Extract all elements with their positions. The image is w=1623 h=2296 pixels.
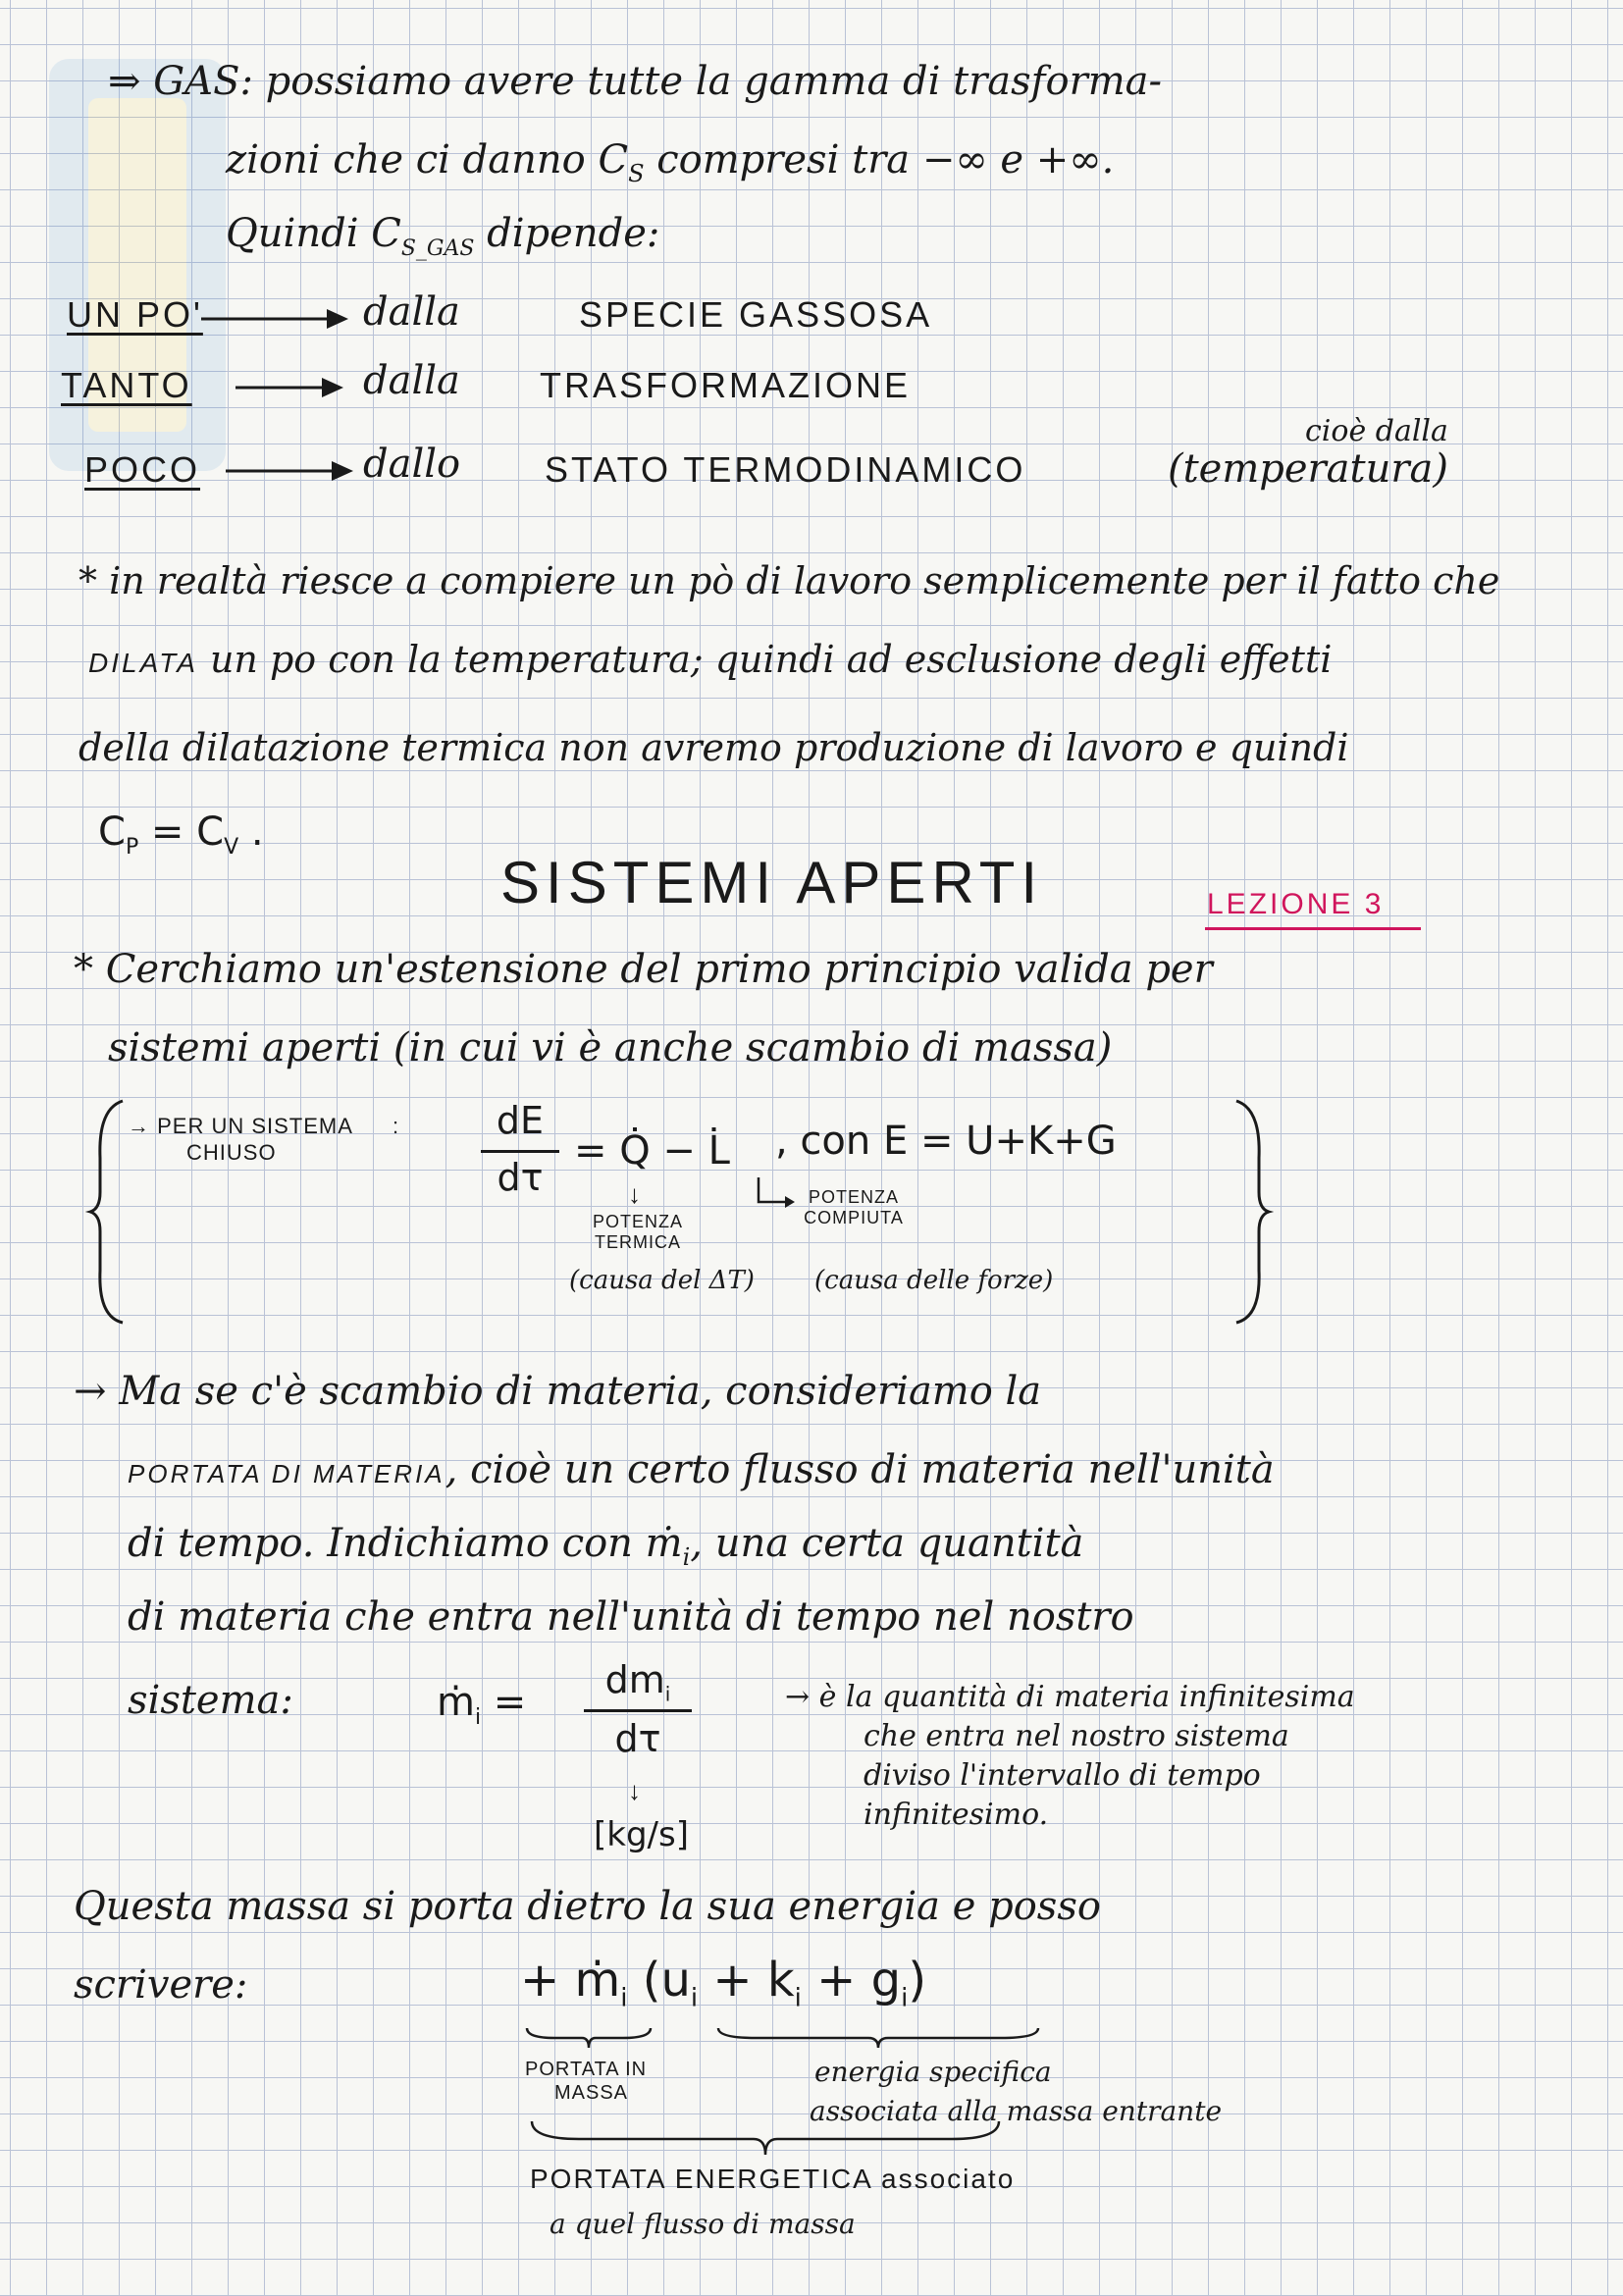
mi-units: [kg/s]	[594, 1815, 689, 1854]
mi-explain-1: → è la quantità di materia infinitesima	[785, 1680, 1355, 1714]
massflow-line-5: sistema:	[128, 1678, 293, 1723]
underbrace-mi	[525, 2026, 653, 2051]
footnote-line-3: della dilatazione termica non avremo produzione di lavoro e quindi	[79, 726, 1349, 769]
gas-line-3: Quindi $C_{S\_GAS}$ dipende:	[226, 211, 660, 261]
lesson-label: LEZIONE 3	[1207, 888, 1385, 920]
closed-label-2: CHIUSO	[186, 1140, 277, 1165]
energy-line-1: Questa massa si porta dietro la sua energia e posso	[74, 1884, 1101, 1929]
energia-label-1: energia specifica	[814, 2056, 1052, 2088]
footnote-line-2: DILATA un po con la temperatura; quindi ad esclusione degli effetti	[88, 638, 1333, 681]
mi-explain-4: infinitesimo.	[864, 1798, 1049, 1832]
portata-energetica-2: a quel flusso di massa	[550, 2208, 856, 2240]
row-value-tanto: TRASFORMAZIONE	[540, 365, 912, 405]
left-brace	[88, 1099, 128, 1325]
portata-in-massa-2: MASSA	[554, 2082, 629, 2104]
massflow-line-3: di tempo. Indichiamo con ṁ$_i$, una certa quantità	[128, 1521, 1084, 1571]
potenza-termica-label: POTENZA TERMICA	[592, 1212, 683, 1252]
gas-line-2: zioni che ci danno $C_S$ compresi tra −∞ e +∞.	[226, 137, 1115, 187]
energy-line-2: scrivere:	[74, 1962, 248, 2008]
closed-label-1: → PER UN SISTEMA	[128, 1114, 353, 1138]
row-label-tanto: TANTO	[61, 365, 192, 405]
row-prefix-poco: dallo	[363, 442, 461, 487]
causa-forze: (causa delle forze)	[814, 1266, 1054, 1295]
underbrace-total	[530, 2119, 1001, 2159]
arrow-right-icon	[236, 378, 343, 397]
arrow-corner-icon	[756, 1177, 795, 1212]
arrow-down-q: ↓	[628, 1179, 642, 1209]
row-note-poco: (temperatura)	[1168, 446, 1448, 492]
row-prefix-unpo: dalla	[363, 289, 460, 335]
arrow-right-icon	[201, 309, 348, 329]
footnote-line-4: $C_P = C_V$ .	[98, 809, 264, 860]
mi-explain-2: che entra nel nostro sistema	[864, 1719, 1289, 1753]
massflow-line-2: PORTATA DI MATERIA, cioè un certo flusso di materia nell'unità	[128, 1447, 1275, 1492]
lesson-underline	[1205, 927, 1421, 930]
potenza-compiuta-label: POTENZA COMPIUTA	[804, 1187, 904, 1227]
row-prefix-tanto: dalla	[363, 358, 460, 403]
fraction-numerator: dE	[496, 1099, 545, 1142]
massflow-line-4: di materia che entra nell'unità di tempo nel nostro	[128, 1594, 1134, 1640]
energy-formula: + ṁ$_i$ $(u_i + k_i + g_i)$	[520, 1953, 927, 2013]
underbrace-energy	[716, 2026, 1040, 2051]
right-brace	[1231, 1099, 1271, 1325]
intro-line-2: sistemi aperti (in cui vi è anche scambio di massa)	[108, 1025, 1113, 1070]
gas-line-1: ⇒ GAS: possiamo avere tutte la gamma di trasforma-	[108, 59, 1162, 104]
row-value-poco: STATO TERMODINAMICO	[545, 449, 1026, 490]
mi-numerator: $dm_i$	[604, 1658, 671, 1706]
row-note-top-poco: cioè dalla	[1305, 414, 1448, 448]
causa-dt: (causa del ΔT)	[569, 1266, 755, 1295]
mi-fraction-bar	[584, 1709, 692, 1712]
portata-energetica-1: PORTATA ENERGETICA associato	[530, 2164, 1016, 2194]
fraction-bar	[481, 1150, 559, 1153]
row-label-unpo: UN PO'	[67, 294, 203, 335]
intro-line-1: * Cerchiamo un'estensione del primo principio valida per	[74, 947, 1213, 992]
row-label-poco: POCO	[84, 449, 201, 490]
row-value-unpo: SPECIE GASSOSA	[579, 294, 933, 335]
fraction-denominator: dτ	[497, 1156, 544, 1199]
massflow-line-1: → Ma se c'è scambio di materia, consideriamo la	[74, 1369, 1042, 1414]
mi-explain-3: diviso l'intervallo di tempo	[864, 1758, 1261, 1793]
mi-denominator: dτ	[614, 1717, 661, 1760]
footnote-line-1: * in realtà riesce a compiere un pò di lavoro semplicemente per il fatto che	[79, 559, 1500, 602]
energia-label-2: associata alla massa entrante	[810, 2095, 1223, 2127]
closed-equation-con: , con E = U+K+G	[775, 1119, 1117, 1164]
closed-label-colon: :	[393, 1114, 400, 1138]
arrow-right-icon	[226, 461, 353, 481]
arrow-down-units: ↓	[628, 1776, 642, 1805]
mi-lhs: ṁ$_i$ =	[437, 1680, 527, 1730]
closed-equation-rhs: = Q̇ − L̇	[574, 1128, 730, 1174]
section-title: SISTEMI APERTI	[500, 850, 1044, 915]
portata-in-massa-1: PORTATA IN	[525, 2059, 648, 2080]
